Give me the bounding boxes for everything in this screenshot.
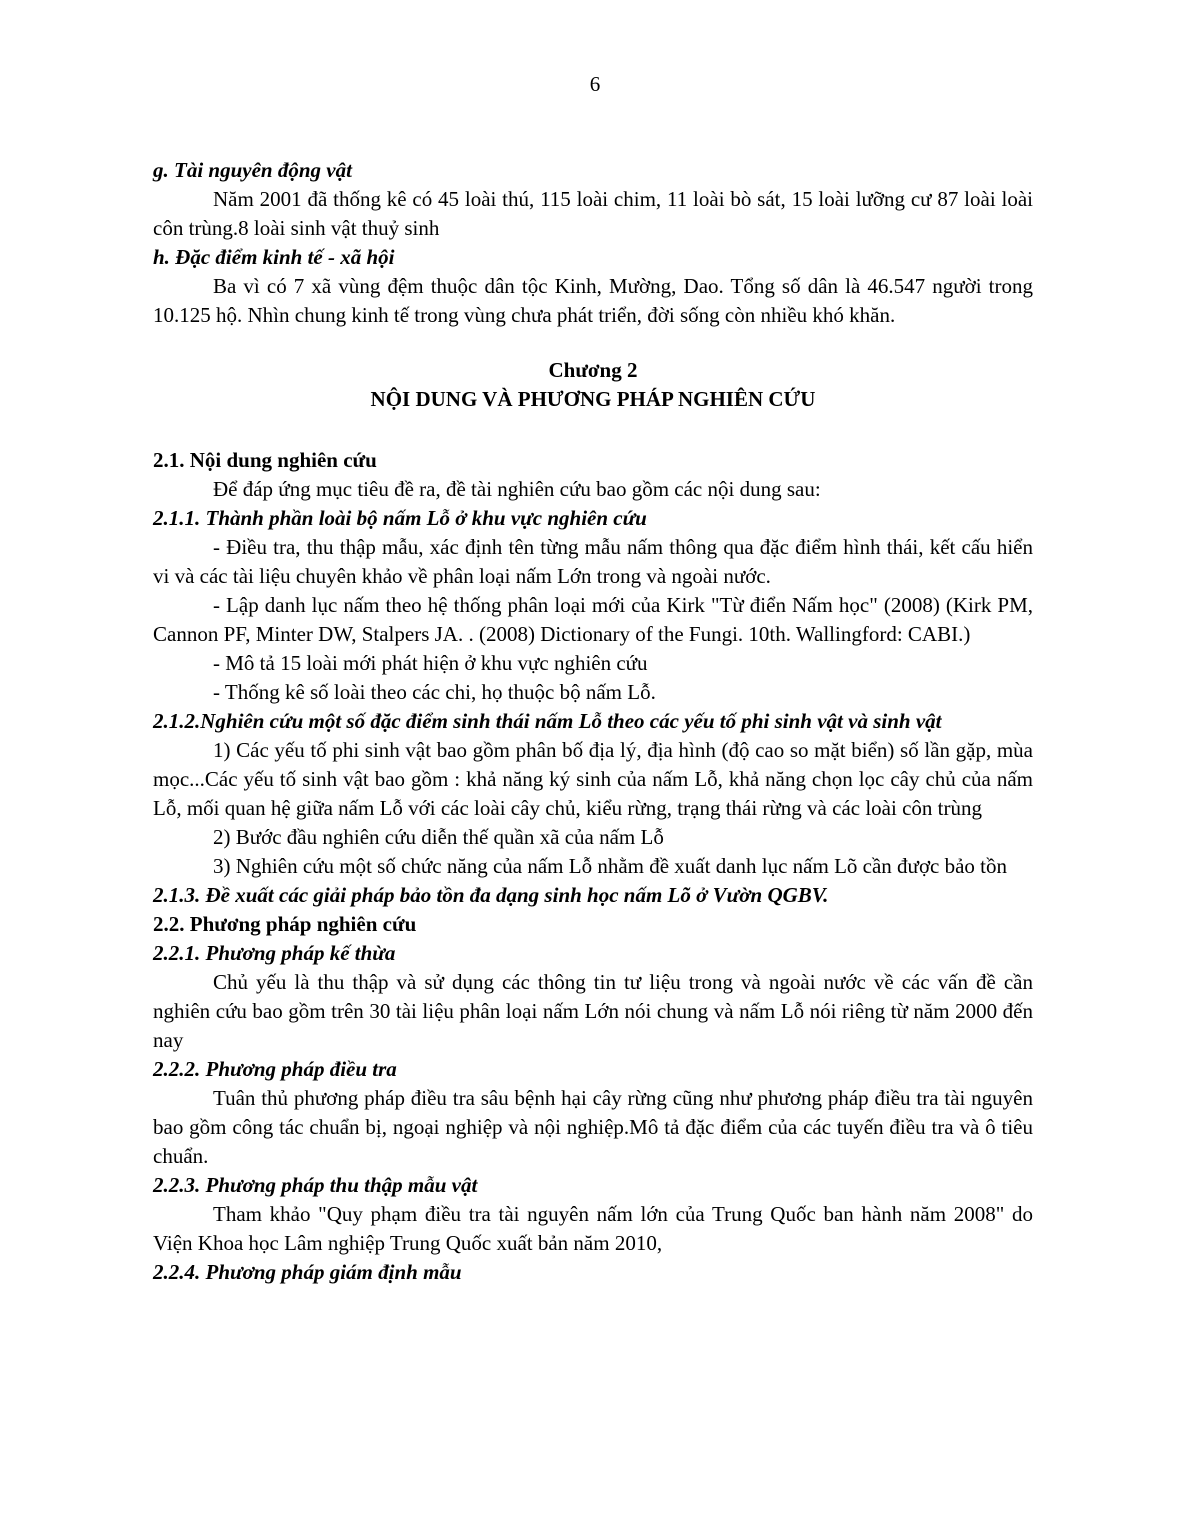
section-h-heading: h. Đặc điểm kinh tế - xã hội xyxy=(153,245,395,269)
list-item: 2) Bước đầu nghiên cứu diễn thế quần xã của nấm Lỗ xyxy=(213,825,664,849)
list-item: 3) Nghiên cứu một số chức năng của nấm Lỗ nhằm đề xuất danh lục nấm Lõ cần được bảo tồn xyxy=(213,854,1008,878)
section-2-1-intro: Để đáp ứng mục tiêu đề ra, đề tài nghiên cứu bao gồm các nội dung sau: xyxy=(213,477,821,501)
section-2-2-1-text: Chủ yếu là thu thập và sử dụng các thông tin tư liệu trong và ngoài nước về các vấn đề cần nghiên cứu bao gồm trên 30 tài liệu phân loại nấm Lớn nói chung và nấm Lỗ nói riêng từ năm 2000 đến nay xyxy=(153,970,1033,1052)
section-h-text: Ba vì có 7 xã vùng đệm thuộc dân tộc Kinh, Mường, Dao. Tổng số dân là 46.547 người trong 10.125 hộ. Nhìn chung kinh tế trong vùng chưa phát triển, đời sống còn nhiều khó khăn. xyxy=(153,274,1033,327)
list-item: - Điều tra, thu thập mẫu, xác định tên từng mẫu nấm thông qua đặc điểm hình thái, kết cấu hiển vi và các tài liệu chuyên khảo về phân loại nấm Lớn trong và ngoài nước. xyxy=(153,535,1033,588)
page-content xyxy=(153,156,1033,1287)
chapter-number: Chương 2 xyxy=(548,358,638,382)
section-g-text: Năm 2001 đã thống kê có 45 loài thú, 115 loài chim, 11 loài bò sát, 15 loài lưỡng cư 87 loài loài côn trùng.8 loài sinh vật thuỷ sinh xyxy=(153,187,1033,240)
section-2-1-3-heading: 2.1.3. Đề xuất các giải pháp bảo tồn đa dạng sinh học nấm Lõ ở Vườn QGBV. xyxy=(153,883,829,907)
list-item: - Thống kê số loài theo các chi, họ thuộc bộ nấm Lỗ. xyxy=(213,680,656,704)
section-2-2-2-heading: 2.2.2. Phương pháp điều tra xyxy=(153,1057,397,1081)
section-2-2-3-text: Tham khảo "Quy phạm điều tra tài nguyên nấm lớn của Trung Quốc ban hành năm 2008" do Viện Khoa học Lâm nghiệp Trung Quốc xuất bản năm 2010, xyxy=(153,1202,1033,1255)
section-2-1-2-heading: 2.1.2.Nghiên cứu một số đặc điểm sinh thái nấm Lỗ theo các yếu tố phi sinh vật và sinh vật xyxy=(153,709,942,733)
page-number: 6 xyxy=(589,72,601,96)
list-item: - Mô tả 15 loài mới phát hiện ở khu vực nghiên cứu xyxy=(213,651,648,675)
section-2-2-1-heading: 2.2.1. Phương pháp kế thừa xyxy=(153,941,396,965)
chapter-title: NỘI DUNG VÀ PHƯƠNG PHÁP NGHIÊN CỨU xyxy=(370,387,816,411)
section-2-2-heading: 2.2. Phương pháp nghiên cứu xyxy=(153,912,417,936)
section-2-1-heading: 2.1. Nội dung nghiên cứu xyxy=(153,448,377,472)
section-2-1-1-heading: 2.1.1. Thành phần loài bộ nấm Lỗ ở khu vực nghiên cứu xyxy=(153,506,647,530)
list-item: 1) Các yếu tố phi sinh vật bao gồm phân bố địa lý, địa hình (độ cao so mặt biển) số lần gặp, mùa mọc...Các yếu tố sinh vật bao gồm : khả năng ký sinh của nấm Lỗ, khả năng chọn lọc cây chủ của nấm Lỗ, mối quan hệ giữa nấm Lỗ với các loài cây chủ, kiểu rừng, trạng thái rừng và các loài côn trùng xyxy=(153,738,1033,820)
list-item: - Lập danh lục nấm theo hệ thống phân loại mới của Kirk "Từ điển Nấm học" (2008) (Kirk PM, Cannon PF, Minter DW, Stalpers JA. . (2008) Dictionary of the Fungi. 10th. Wallingford: CABI.) xyxy=(153,593,1033,646)
section-2-2-3-heading: 2.2.3. Phương pháp thu thập mẫu vật xyxy=(153,1173,478,1197)
section-2-2-4-heading: 2.2.4. Phương pháp giám định mẫu xyxy=(153,1260,462,1284)
section-g-heading: g. Tài nguyên động vật xyxy=(153,158,352,182)
section-2-2-2-text: Tuân thủ phương pháp điều tra sâu bệnh hại cây rừng cũng như phương pháp điều tra tài nguyên bao gồm công tác chuẩn bị, ngoại nghiệp và nội nghiệp.Mô tả đặc điểm của các tuyến điều tra và ô tiêu chuẩn. xyxy=(153,1086,1033,1168)
